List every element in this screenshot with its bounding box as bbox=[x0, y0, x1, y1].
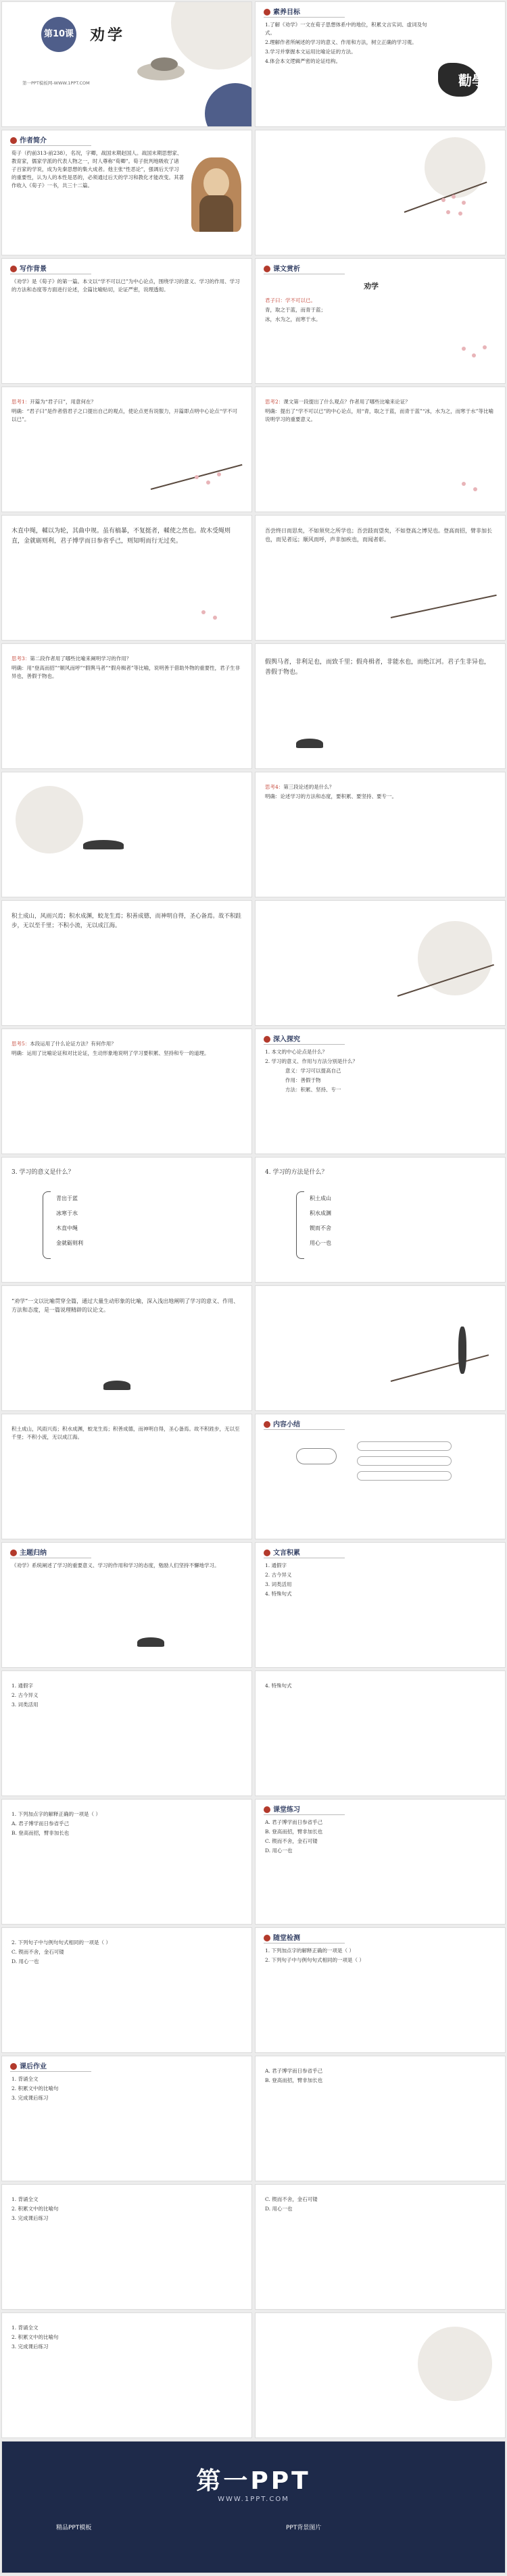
paragraph-5: 积土成山，风雨兴焉；积水成渊，蛟龙生焉；积善成德，而神明自得，圣心备焉。故不积跬步，无以至千里；不积小流，无以成江海。 bbox=[11, 913, 242, 929]
bullet-icon bbox=[264, 1935, 270, 1941]
divider bbox=[10, 145, 91, 146]
homework-heading: 课后作业 bbox=[20, 2063, 47, 2071]
mindmap-node bbox=[357, 1456, 452, 1466]
row-6 bbox=[0, 642, 507, 770]
check-heading: 随堂检测 bbox=[273, 1935, 300, 1942]
goal-item: 1.了解《劝学》一文在荀子思想体系中的地位，积累文言实词、虚词及句式。 bbox=[265, 22, 427, 36]
chart-item: 积水成渊 bbox=[310, 1210, 331, 1216]
goal-item: 3.学习并掌握本文运用比喻论证的方法。 bbox=[265, 49, 356, 55]
deco-circle bbox=[16, 786, 83, 853]
bullet-icon bbox=[264, 1421, 270, 1428]
divider bbox=[10, 2071, 91, 2072]
chart-item: 青出于蓝 bbox=[56, 1195, 78, 1202]
row-4 bbox=[0, 385, 507, 514]
question-answer: 明确：用“登高而招”“顺风而呼”“假舆马者”“假舟楫者”等比喻，说明善于借助外物的重要性，君子生非异也，善假于物也。 bbox=[11, 665, 241, 679]
question-1 bbox=[11, 398, 242, 425]
answer-slide[interactable] bbox=[255, 2056, 506, 2181]
structure-slide[interactable] bbox=[255, 1029, 506, 1154]
question-label: 思考1： bbox=[11, 399, 30, 405]
bird-image bbox=[137, 1637, 164, 1647]
row-1 bbox=[0, 0, 507, 128]
test-item: D. 用心一也 bbox=[11, 1958, 39, 1964]
chart-1-items bbox=[56, 1191, 83, 1251]
chart-item: 冰寒于水 bbox=[56, 1210, 78, 1216]
goals-slide[interactable] bbox=[255, 1, 506, 127]
mindmap-node bbox=[296, 1448, 337, 1464]
review-item: C. 锲而不舍，金石可镂 bbox=[265, 2196, 318, 2202]
branch bbox=[391, 595, 497, 618]
check-slide[interactable] bbox=[255, 1927, 506, 2053]
structure-branch: 作用：善假于物 bbox=[285, 1077, 321, 1083]
question-3-slide[interactable] bbox=[1, 643, 252, 769]
reading-lines bbox=[265, 297, 496, 325]
reading-line: 君子曰：学不可以已。 bbox=[265, 297, 316, 303]
notes-slide[interactable] bbox=[1, 1670, 252, 1796]
row-18 bbox=[0, 2183, 507, 2311]
deco-circle bbox=[418, 2327, 492, 2401]
footer-url[interactable]: WWW.1PPT.COM bbox=[218, 2496, 289, 2503]
theme-heading: 主题归纳 bbox=[20, 1550, 47, 1557]
accumulation-heading: 文言积累 bbox=[273, 1550, 300, 1557]
bullet-icon bbox=[264, 9, 270, 16]
check-item: 2. 下列句子中与例句句式相同的一项是（ ） bbox=[265, 1957, 364, 1963]
question-answer: 明确：论述学习的方法和态度，要积累、要坚持、要专一。 bbox=[265, 793, 397, 799]
review-2-list bbox=[265, 2196, 496, 2214]
goals-list bbox=[265, 21, 431, 67]
final-item: 1. 背诵全文 bbox=[11, 2325, 39, 2331]
mindmap-slide[interactable] bbox=[255, 1414, 506, 1539]
chart-1-slide[interactable] bbox=[1, 1157, 252, 1283]
blossom bbox=[191, 468, 232, 509]
footer-row bbox=[0, 2439, 507, 2575]
row-12 bbox=[0, 1412, 507, 1541]
question-label: 思考4： bbox=[265, 784, 284, 790]
question-4-slide[interactable] bbox=[255, 772, 506, 897]
background-text: 《劝学》是《荀子》的第一篇。本文以“学不可以已”为中心论点，围绕学习的意义、学习的作用、学习的方法和态度等方面进行论述，全篇比喻贴切，论证严密，说理透彻。 bbox=[11, 278, 240, 293]
background-heading: 写作背景 bbox=[20, 266, 47, 273]
question-text: 第三段论述的是什么？ bbox=[283, 784, 335, 790]
paragraph-4-slide[interactable] bbox=[255, 643, 506, 769]
theme-slide[interactable] bbox=[1, 1542, 252, 1668]
structure-question: 2. 学习的意义、作用与方法分别是什么？ bbox=[265, 1058, 358, 1064]
final-item: 3. 完成课后练习 bbox=[11, 2344, 49, 2350]
accumulation-list bbox=[265, 1562, 496, 1600]
exercise-item: B. 登高而招，臂非加长也 bbox=[11, 1830, 70, 1836]
review-2-slide[interactable] bbox=[255, 2184, 506, 2310]
notes-2-slide[interactable] bbox=[255, 1670, 506, 1796]
final-list bbox=[11, 2324, 242, 2352]
bullet-icon bbox=[10, 137, 17, 144]
footer-banner[interactable] bbox=[1, 2441, 506, 2573]
paragraph-4: 假舆马者，非利足也，而致千里；假舟楫者，非能水也，而绝江河。君子生非异也，善假于物也。 bbox=[265, 659, 491, 676]
homework-slide[interactable] bbox=[1, 2056, 252, 2181]
deco-circle-dark bbox=[205, 83, 252, 127]
deco-circle bbox=[418, 921, 492, 995]
bullet-icon bbox=[264, 1550, 270, 1556]
paragraph-2: 木直中绳，輮以为轮，其曲中规。虽有槁暴，不复挺者，輮使之然也。故木受绳则直，金就砺则利，君子博学而日参省乎己，则知明而行无过矣。 bbox=[11, 528, 231, 545]
goal-item: 4.体会本文逻辑严密的论证结构。 bbox=[265, 58, 341, 64]
chart-item: 积土成山 bbox=[310, 1195, 331, 1202]
divider bbox=[264, 1429, 345, 1430]
portrait-image bbox=[191, 157, 241, 232]
row-9 bbox=[0, 1027, 507, 1156]
exercise-item: A. 君子博学而日参省乎己 bbox=[11, 1820, 70, 1827]
structure-question: 1. 本文的中心论点是什么？ bbox=[265, 1049, 328, 1055]
review-item: 3. 完成课后练习 bbox=[11, 2215, 49, 2221]
footer-brand: 第一PPT bbox=[196, 2467, 311, 2495]
question-label: 思考2： bbox=[265, 399, 284, 405]
answer-item: A. 君子博学而日参省乎己 bbox=[265, 2068, 323, 2074]
cover-title: 劝学 bbox=[90, 27, 126, 44]
blank-end-slide[interactable] bbox=[255, 2312, 506, 2438]
summary-text: “劝学”一文以比喻贯穿全篇，通过大量生动形象的比喻，深入浅出地阐明了学习的意义、作用、方法和态度，是一篇说理精辟的议论文。 bbox=[11, 1298, 239, 1313]
divider bbox=[264, 1044, 345, 1045]
test-item: C. 锲而不舍，金石可镂 bbox=[11, 1949, 64, 1955]
exercise-item: 1. 下列加点字的解释正确的一项是（ ） bbox=[11, 1811, 101, 1817]
bird-image bbox=[103, 1381, 130, 1390]
row-5 bbox=[0, 514, 507, 642]
blossom bbox=[198, 603, 239, 641]
review-item: D. 用心一也 bbox=[265, 2206, 293, 2212]
question-2 bbox=[265, 398, 496, 425]
crane-image bbox=[458, 1327, 466, 1374]
structure-heading: 深入探究 bbox=[273, 1036, 300, 1043]
blossom bbox=[458, 340, 499, 380]
lesson-badge: 第10课 bbox=[41, 17, 76, 52]
author-heading: 作者简介 bbox=[20, 137, 47, 145]
mindmap-heading: 内容小结 bbox=[273, 1421, 300, 1429]
deco-circle bbox=[425, 137, 485, 198]
footer-col-2[interactable]: PPT背景图片 bbox=[286, 2525, 322, 2531]
accumulation-item: 3. 词类活用 bbox=[265, 1581, 292, 1587]
reading-heading: 课文赏析 bbox=[273, 266, 300, 273]
homework-list bbox=[11, 2075, 242, 2104]
row-13 bbox=[0, 1541, 507, 1669]
practice-item: A. 君子博学而日参省乎己 bbox=[265, 1819, 323, 1825]
site-brand: 第一PPT模板网-WWW.1PPT.COM bbox=[22, 80, 90, 86]
accumulation-item: 1. 通假字 bbox=[265, 1562, 287, 1568]
blossom bbox=[458, 475, 499, 512]
question-3 bbox=[11, 655, 242, 682]
question-4 bbox=[265, 783, 496, 802]
structure-content bbox=[265, 1048, 496, 1095]
notes-list bbox=[11, 1682, 242, 1710]
practice-list bbox=[265, 1818, 496, 1856]
summary-slide[interactable] bbox=[1, 1285, 252, 1411]
practice-item: D. 用心一也 bbox=[265, 1848, 293, 1854]
row-16 bbox=[0, 1926, 507, 2054]
row-15 bbox=[0, 1798, 507, 1926]
row-11 bbox=[0, 1284, 507, 1412]
row-3 bbox=[0, 257, 507, 385]
branch bbox=[391, 1354, 489, 1382]
summary-2-slide[interactable] bbox=[255, 1285, 506, 1411]
exercise-list bbox=[11, 1810, 242, 1839]
homework-item: 1. 背诵全文 bbox=[11, 2076, 39, 2082]
theme-text: 《劝学》系统阐述了学习的重要意义、学习的作用和学习的态度，勉励人们坚持不懈地学习。 bbox=[11, 1562, 220, 1568]
notes-item: 2. 古今异义 bbox=[11, 1692, 39, 1698]
paragraph-2-slide[interactable] bbox=[1, 515, 252, 641]
notes-item: 3. 词类活用 bbox=[11, 1702, 39, 1708]
final-slide[interactable] bbox=[1, 2312, 252, 2438]
question-label: 思考3： bbox=[11, 655, 30, 662]
notes-item: 1. 通假字 bbox=[11, 1683, 34, 1689]
question-text: 开篇为“君子曰”，用意何在？ bbox=[30, 399, 96, 405]
structure-branch: 方法：积累、坚持、专一 bbox=[285, 1087, 341, 1093]
background-slide[interactable] bbox=[1, 258, 252, 384]
accumulation-item: 2. 古今异义 bbox=[265, 1572, 292, 1578]
author-slide[interactable] bbox=[1, 130, 252, 255]
test-list bbox=[11, 1939, 242, 1967]
mindmap-node bbox=[357, 1471, 452, 1481]
question-2-slide[interactable] bbox=[255, 387, 506, 512]
row-2 bbox=[0, 128, 507, 257]
notes-item: 4. 特殊句式 bbox=[265, 1683, 292, 1689]
accumulation-item: 4. 特殊句式 bbox=[265, 1591, 292, 1597]
check-item: 1. 下列加点字的解释正确的一项是（ ） bbox=[265, 1948, 354, 1954]
structure-branch: 意义：学习可以提高自己 bbox=[285, 1068, 341, 1074]
paragraph-3-slide[interactable] bbox=[255, 515, 506, 641]
review-slide[interactable] bbox=[1, 2184, 252, 2310]
exercise-slide[interactable] bbox=[1, 1799, 252, 1925]
paragraph-5-slide[interactable] bbox=[1, 900, 252, 1026]
chart-2-items bbox=[310, 1191, 331, 1251]
bullet-icon bbox=[264, 1036, 270, 1043]
bird-image bbox=[83, 840, 124, 849]
chart-item: 木直中绳 bbox=[56, 1225, 78, 1231]
text-body: 积土成山，风雨兴焉；积水成渊，蛟龙生焉；积善成德，而神明自得，圣心备焉。故不积跬步，无以至千里；不积小流，无以成江海。 bbox=[11, 1426, 240, 1440]
check-list bbox=[265, 1947, 496, 1966]
row-14 bbox=[0, 1669, 507, 1798]
row-17 bbox=[0, 2054, 507, 2183]
question-text: 本段运用了什么论证方法？有何作用？ bbox=[30, 1041, 116, 1047]
mindmap-node bbox=[357, 1441, 452, 1451]
test-item: 2. 下列句子中与例句句式相同的一项是（ ） bbox=[11, 1939, 111, 1946]
question-answer: 明确：“君子曰”是作者借君子之口提出自己的观点，使论点更有说服力，开篇即点明中心论点“学不可以已”。 bbox=[11, 408, 238, 422]
bird-slide[interactable] bbox=[1, 772, 252, 897]
divider bbox=[264, 1814, 345, 1815]
chart-1-question: 3. 学习的意义是什么？ bbox=[11, 1169, 74, 1176]
row-10 bbox=[0, 1156, 507, 1284]
question-5 bbox=[11, 1040, 242, 1059]
chart-item: 金就砺则利 bbox=[56, 1240, 83, 1246]
homework-item: 2. 积累文中的比喻句 bbox=[11, 2085, 59, 2091]
goal-item: 2.理解作者所阐述的学习的意义、作用和方法，树立正确的学习观。 bbox=[265, 39, 417, 45]
text-slide[interactable] bbox=[1, 1414, 252, 1539]
row-7 bbox=[0, 770, 507, 899]
question-5-slide[interactable] bbox=[1, 1029, 252, 1154]
notes-2-list bbox=[265, 1682, 496, 1691]
homework-item: 3. 完成课后练习 bbox=[11, 2095, 49, 2101]
row-8 bbox=[0, 899, 507, 1027]
chart-item: 用心一也 bbox=[310, 1240, 331, 1246]
bullet-icon bbox=[10, 266, 17, 272]
practice-heading: 课堂练习 bbox=[273, 1806, 300, 1814]
question-answer: 明确：提出了“学不可以已”的中心论点，用“青，取之于蓝，而青于蓝”“冰，水为之，而寒于水”等比喻说明学习的重要意义。 bbox=[265, 408, 494, 422]
divider bbox=[264, 17, 345, 18]
answer-list bbox=[265, 2067, 496, 2086]
practice-slide[interactable] bbox=[255, 1799, 506, 1925]
review-item: 1. 背诵全文 bbox=[11, 2196, 39, 2202]
footer-col-1[interactable]: 精品PPT模板 bbox=[56, 2525, 92, 2531]
goals-heading: 素养目标 bbox=[273, 9, 300, 16]
paragraph-3: 吾尝终日而思矣，不如须臾之所学也；吾尝跂而望矣，不如登高之博见也。登高而招，臂非加长也，而见者远；顺风而呼，声非加疾也，而闻者彰。 bbox=[265, 528, 492, 543]
accumulation-slide[interactable] bbox=[255, 1542, 506, 1668]
blossom bbox=[438, 191, 479, 232]
bracket bbox=[296, 1191, 304, 1259]
chart-item: 锲而不舍 bbox=[310, 1225, 331, 1231]
question-text: 课文第一段提出了什么观点？作者用了哪些比喻来论证？ bbox=[283, 399, 410, 405]
bullet-icon bbox=[264, 1806, 270, 1813]
bullet-icon bbox=[264, 266, 270, 272]
reading-line: 冰，水为之，而寒于水。 bbox=[265, 316, 321, 322]
question-text: 第二段作者用了哪些比喻来阐明学习的作用？ bbox=[30, 655, 132, 662]
calligraphy: 勸學 bbox=[458, 72, 485, 89]
test-slide[interactable] bbox=[1, 1927, 252, 2053]
bracket bbox=[43, 1191, 51, 1259]
cover-slide[interactable] bbox=[1, 1, 252, 127]
question-answer: 明确：运用了比喻论证和对比论证，生动形象地说明了学习要积累、坚持和专一的道理。 bbox=[11, 1050, 210, 1056]
question-label: 思考5： bbox=[11, 1041, 30, 1047]
reading-line: 青，取之于蓝，而青于蓝； bbox=[265, 307, 326, 313]
review-item: 2. 积累文中的比喻句 bbox=[11, 2206, 59, 2212]
blank-slide[interactable] bbox=[255, 130, 506, 255]
chart-2-question: 4. 学习的方法是什么？ bbox=[265, 1169, 328, 1176]
practice-item: B. 登高而招，臂非加长也 bbox=[265, 1829, 323, 1835]
practice-item: C. 锲而不舍，金石可镂 bbox=[265, 1838, 318, 1844]
bullet-icon bbox=[10, 1550, 17, 1556]
answer-item: B. 登高而招，臂非加长也 bbox=[265, 2077, 323, 2083]
paragraph-5b-slide[interactable] bbox=[255, 900, 506, 1026]
bird-image bbox=[296, 739, 323, 748]
author-text: 荀子（约前313-前238），名况，字卿，战国末期赵国人。战国末期思想家、教育家，儒家学派的代表人物之一，时人尊称“荀卿”。荀子批判地吸收了诸子百家的学说，成为先秦思想的集大成者。他主张“性恶论”，强调后天学习的重要性，认为人的本性是恶的，必须通过后天的学习和教化才能改变。其著作收入《荀子》一书，共三十二篇。 bbox=[11, 150, 184, 189]
reading-title: 劝学 bbox=[364, 282, 379, 291]
ink-painting bbox=[137, 56, 191, 83]
chart-2-slide[interactable] bbox=[255, 1157, 506, 1283]
bullet-icon bbox=[10, 2063, 17, 2070]
row-19 bbox=[0, 2311, 507, 2439]
question-1-slide[interactable] bbox=[1, 387, 252, 512]
final-item: 2. 积累文中的比喻句 bbox=[11, 2334, 59, 2340]
review-list bbox=[11, 2196, 242, 2224]
reading-slide[interactable] bbox=[255, 258, 506, 384]
